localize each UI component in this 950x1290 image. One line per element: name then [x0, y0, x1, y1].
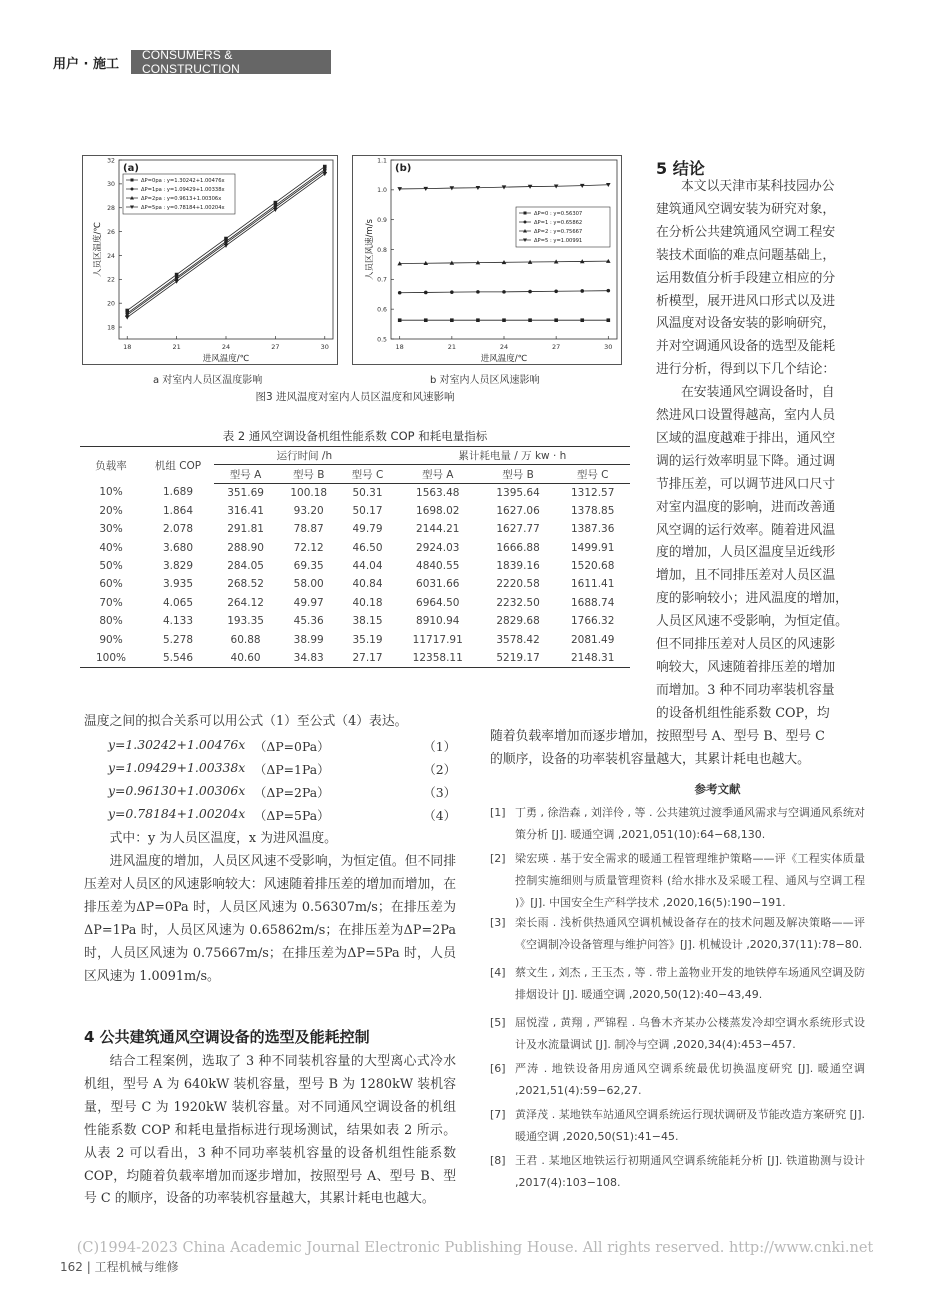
- table-cell: 4.065: [162, 596, 194, 609]
- table-cell: 2148.31: [555, 649, 630, 667]
- table-cell: 1688.74: [570, 596, 615, 609]
- reference-text: 王君 . 某地区地铁运行初期通风空调系统能耗分析 [J]. 铁道勘测与设计 ,2017(4):103−108.: [515, 1154, 865, 1189]
- table-cell: 78.87: [293, 523, 324, 536]
- panel-tag: (a): [123, 163, 139, 174]
- equation-formula: y=0.96130+1.00306x: [108, 783, 246, 798]
- text-line: 风温度对设备安装的影响研究，: [656, 316, 836, 332]
- legend-entry: ΔP=0 : y=0.56307: [534, 211, 583, 217]
- y-axis-label: 人员区温度/℃: [93, 222, 103, 277]
- table-cell: 1395.64: [496, 486, 540, 499]
- equation-number: （4）: [423, 808, 456, 823]
- x-tick-label: 21: [447, 343, 456, 351]
- data-point: [607, 318, 611, 322]
- legend-entry: ΔP=2pa : y=0.9613+1.00306x: [141, 196, 222, 202]
- chart-panel-a: [82, 155, 338, 365]
- section-5-heading: 5 结论: [656, 159, 705, 178]
- table-cell: 5219.17: [481, 649, 556, 667]
- wind-speed-paragraph: 进风温度的增加，人员区风速不受影响，为恒定值。但不同排压差对人员区的风速影响较大：风速随着排压差的增加而增加，在排压差为ΔP=0Pa 时，人员区风速为 0.56307m/s；在排压差为ΔP=1Pa 时，人员区风速为 0.65862m/s；在排压差为ΔP=2Pa 时，人员区风速为 0.75667m/s；在排压差为ΔP=5Pa 时，人员区风速为 1.0091m/s。: [84, 854, 456, 984]
- x-tick-label: 27: [552, 343, 561, 351]
- data-point: [450, 290, 454, 294]
- table-cell: 1563.48: [416, 486, 460, 499]
- col-model: 型号 B: [277, 465, 340, 483]
- text-line: 但不同排压差对人员区的风速影: [656, 637, 836, 652]
- chart-panel-b: [352, 155, 622, 365]
- data-point: [554, 289, 558, 293]
- text-line: 的设备机组性能系数 COP，均: [656, 705, 830, 721]
- section-5-continued-1: 随着负载率增加而逐步增加，按照型号 A、型号 B、型号 C: [490, 729, 825, 744]
- equation-formula: y=1.09429+1.00338x: [108, 760, 246, 775]
- text-line: 运用数值分析手段建立相应的分: [656, 270, 836, 286]
- data-point: [524, 221, 527, 224]
- equation-number: （2）: [423, 762, 456, 777]
- table-cell: 6964.50: [416, 596, 460, 609]
- x-tick-label: 27: [271, 343, 280, 351]
- x-axis-label: 进风温度/℃: [202, 354, 250, 364]
- text-line: 装技术面临的难点问题基础上，: [656, 247, 836, 263]
- y-tick-label: 20: [107, 300, 115, 308]
- text-line: 并对空调通风设备的选型及能耗: [656, 339, 836, 355]
- table-row: [80, 575, 630, 593]
- text-line: 区域的温度越难于排出，通风空: [656, 430, 836, 446]
- legend-entry: ΔP=0pa : y=1.30242+1.00476x: [141, 178, 225, 184]
- x-tick-label: 30: [320, 343, 329, 351]
- table-cell: 3.935: [162, 578, 194, 591]
- data-point: [398, 318, 402, 322]
- col-energy: 累计耗电量 / 万 kw · h: [395, 447, 630, 465]
- table-cell: 316.41: [227, 504, 264, 517]
- y-axis-label: 人员区风速/m/s: [365, 219, 375, 280]
- table-cell: 288.90: [227, 541, 264, 554]
- table-row: [80, 502, 630, 520]
- table-cell: 5.278: [162, 633, 194, 646]
- data-point: [322, 172, 327, 176]
- table-body: [80, 483, 630, 667]
- table-cell: 1.864: [162, 504, 194, 517]
- data-point: [524, 212, 527, 215]
- table-row: [80, 557, 630, 575]
- table-cell: 2232.50: [496, 596, 540, 609]
- y-tick-label: 0.8: [377, 246, 387, 254]
- text-line: 度的增加，人员区温度呈近线形: [656, 545, 836, 561]
- table-cell: 1499.91: [570, 541, 615, 554]
- data-point: [476, 290, 480, 294]
- figure-subcaption-b: b 对室内人员区风速影响: [430, 375, 540, 386]
- table-cell: 70%: [99, 596, 123, 609]
- data-point: [125, 315, 130, 319]
- x-tick-label: 21: [172, 343, 181, 351]
- x-tick-label: 18: [395, 343, 404, 351]
- reference-number: [2]: [490, 852, 506, 865]
- section-banner: CONSUMERS & CONSTRUCTION: [131, 50, 331, 74]
- table-cell: 58.00: [293, 578, 324, 591]
- equation-formula: y=0.78184+1.00204x: [108, 806, 246, 821]
- equation-where: 式中：y 为人员区温度，x 为进风温度。: [109, 831, 337, 846]
- table-cell: 1627.06: [496, 504, 540, 517]
- text-line: 度的影响较小；进风温度的增加，: [656, 591, 848, 607]
- text-line: 而增加。3 种不同功率装机容量: [656, 682, 835, 698]
- table-cell: 40%: [99, 541, 123, 554]
- table-cell: 20%: [99, 504, 123, 517]
- table-cell: 100%: [80, 649, 142, 667]
- y-tick-label: 28: [107, 205, 115, 213]
- table-cell: 50.17: [352, 504, 383, 517]
- table-cell: 90%: [99, 633, 123, 646]
- table-cell: 100.18: [290, 486, 328, 499]
- legend-entry: ΔP=5pa : y=0.78184+1.00204x: [141, 205, 225, 211]
- table-cell: 49.79: [352, 523, 383, 536]
- equation-4: [108, 806, 456, 827]
- table-cell: 40.60: [214, 649, 277, 667]
- table-cell: 1312.57: [570, 486, 615, 499]
- data-point: [424, 291, 428, 295]
- table-cell: 49.97: [293, 596, 324, 609]
- text-line: 进行分析，得到以下几个结论：: [656, 362, 836, 378]
- x-tick-label: 24: [221, 343, 231, 351]
- table-row: [80, 594, 630, 612]
- table-cell: 264.12: [227, 596, 264, 609]
- legend-entry: ΔP=2 : y=0.75667: [534, 229, 583, 235]
- table-cell: 40.84: [352, 578, 383, 591]
- table-cell: 2.078: [162, 523, 194, 536]
- table-cell: 1698.02: [416, 504, 460, 517]
- table-cell: 8910.94: [416, 615, 460, 628]
- table-cell: 35.19: [352, 633, 383, 646]
- data-point: [450, 318, 454, 322]
- table-cell: 10%: [99, 486, 123, 499]
- equation-number: （3）: [423, 785, 456, 800]
- reference-text: 丁勇 , 徐浩森 , 刘洋伶 , 等 . 公共建筑过渡季通风需求与空调通风系统对策分析 [J]. 暖通空调 ,2021,051(10):64−68,130.: [515, 806, 865, 841]
- table-row: [80, 483, 630, 501]
- equation-3: [108, 783, 456, 804]
- reference-number: [6]: [490, 1062, 506, 1075]
- table-cell: 69.35: [293, 560, 324, 573]
- y-tick-label: 0.9: [377, 216, 387, 224]
- table-row: [80, 538, 630, 556]
- text-line: 响较大，风速随着排压差的增加: [656, 659, 836, 675]
- col-cop: 机组 COP: [142, 447, 214, 484]
- references-heading: 参考文献: [694, 782, 741, 796]
- equation-condition: （ΔP=2Pa）: [254, 785, 330, 800]
- table-cell: 1378.85: [570, 504, 615, 517]
- data-point: [502, 290, 506, 294]
- text-line: 对室内温度的影响，进而改善通: [656, 499, 836, 515]
- y-tick-label: 24: [107, 252, 115, 260]
- table-cell: 11717.91: [412, 633, 463, 646]
- col-model: 型号 A: [395, 465, 481, 483]
- table-cell: 3.680: [162, 541, 194, 554]
- table-cell: 3578.42: [496, 633, 540, 646]
- table-cell: 2081.49: [570, 633, 615, 646]
- y-tick-label: 0.6: [377, 306, 387, 314]
- section-label: 用户 · 施工: [53, 56, 119, 72]
- table-cell: 45.36: [293, 615, 324, 628]
- data-point: [528, 290, 532, 294]
- table-cell: 50%: [99, 560, 123, 573]
- reference-text: 黄泽茂 . 某地铁车站通风空调系统运行现状调研及节能改造方案研究 [J]. 暖通空调 ,2020,50(S1):41−45.: [515, 1108, 865, 1143]
- table-cell: 1766.32: [570, 615, 615, 628]
- y-tick-label: 0.7: [377, 276, 387, 284]
- table-cell: 291.81: [227, 523, 264, 536]
- page-footer: 162 | 工程机械与维修: [60, 1260, 179, 1274]
- table-cell: 93.20: [293, 504, 324, 517]
- table-cell: 1387.36: [570, 523, 615, 536]
- table-cell: 4.133: [162, 615, 194, 628]
- table-row: [80, 630, 630, 648]
- x-tick-label: 18: [123, 343, 132, 351]
- reference-number: [5]: [490, 1016, 506, 1029]
- y-tick-label: 32: [107, 157, 115, 165]
- data-point: [174, 280, 179, 284]
- table-cell: 1839.16: [496, 560, 540, 573]
- legend-entry: ΔP=1 : y=0.65862: [534, 220, 583, 226]
- table-cell: 50.31: [352, 486, 383, 499]
- col-model: 型号 C: [340, 465, 394, 483]
- data-point: [273, 208, 278, 212]
- table-cell: 2924.03: [416, 541, 460, 554]
- table-cell: 193.35: [227, 615, 264, 628]
- y-tick-label: 22: [107, 276, 115, 284]
- table-cell: 60%: [99, 578, 123, 591]
- reference-number: [3]: [490, 916, 506, 929]
- cop-table: [80, 446, 630, 668]
- table-cell: 6031.66: [416, 578, 460, 591]
- legend-entry: ΔP=5 : y=1.00991: [534, 238, 583, 244]
- table-cell: 80%: [99, 615, 123, 628]
- y-tick-label: 30: [107, 181, 115, 189]
- table-cell: 1627.77: [496, 523, 540, 536]
- table-cell: 5.546: [142, 649, 214, 667]
- figure-caption: 图3 进风温度对室内人员区温度和风速影响: [255, 391, 455, 403]
- table-cell: 40.18: [352, 596, 383, 609]
- table-row: [80, 520, 630, 538]
- figure-subcaption-a: a 对室内人员区温度影响: [153, 375, 263, 386]
- data-point: [502, 318, 506, 322]
- text-line: 在安装通风空调设备时，自: [681, 385, 835, 401]
- reference-number: [1]: [490, 806, 506, 819]
- table-cell: 1520.68: [570, 560, 615, 573]
- table-cell: 2829.68: [496, 615, 540, 628]
- table-cell: 1.689: [162, 486, 194, 499]
- table-cell: 1666.88: [496, 541, 540, 554]
- text-line: 人员区风速不受影响，为恒定值。: [656, 614, 848, 630]
- text-line: 本文以天津市某科技园办公: [681, 179, 835, 194]
- table-cell: 34.83: [277, 649, 340, 667]
- text-line: 在分析公共建筑通风空调工程安: [656, 224, 836, 240]
- table-cell: 4840.55: [416, 560, 460, 573]
- reference-text: 蔡文生 , 刘杰 , 王玉杰 , 等 . 带上盖物业开发的地铁停车场通风空调及防排烟设计 [J]. 暖通空调 ,2020,50(12):40−43,49.: [515, 966, 865, 1001]
- data-point: [398, 291, 402, 295]
- x-tick-label: 30: [604, 343, 613, 351]
- text-line: 增加，且不同排压差对人员区温: [656, 568, 836, 584]
- reference-text: 栾长雨 . 浅析供热通风空调机械设备存在的技术问题及解决策略——评《空调制冷设备管理与维护问答》[J]. 机械设计 ,2020,37(11):78−80.: [515, 916, 865, 951]
- equations-intro: 温度之间的拟合关系可以用公式（1）至公式（4）表达。: [84, 714, 408, 729]
- equation-condition: （ΔP=5Pa）: [254, 808, 330, 823]
- data-point: [476, 318, 480, 322]
- section-4-heading: 4 公共建筑通风空调设备的选型及能耗控制: [84, 1028, 370, 1046]
- data-point: [424, 318, 428, 322]
- x-axis-label: 进风温度/℃: [480, 354, 528, 364]
- data-point: [224, 244, 229, 248]
- section-5-continued-2: 的顺序，设备的功率装机容量越大，其累计耗电也越大。: [490, 752, 810, 767]
- data-point: [554, 318, 558, 322]
- equation-1: [108, 737, 456, 758]
- reference-text: 严涛 . 地铁设备用房通风空调系统最优切换温度研究 [J]. 暖通空调 ,2021,51(4):59−62,27.: [515, 1062, 865, 1097]
- col-runtime: 运行时间 /h: [214, 447, 395, 465]
- equation-condition: （ΔP=0Pa）: [254, 739, 330, 754]
- table-row: [80, 649, 630, 667]
- table-title: 表 2 通风空调设备机组性能系数 COP 和耗电量指标: [222, 429, 488, 443]
- equation-2: [108, 760, 456, 781]
- table-cell: 60.88: [230, 633, 261, 646]
- data-point: [131, 188, 134, 191]
- reference-number: [8]: [490, 1154, 506, 1167]
- col-model: 型号 A: [214, 465, 277, 483]
- equation-formula: y=1.30242+1.00476x: [108, 737, 246, 752]
- data-point: [607, 289, 611, 293]
- table-cell: 2144.21: [416, 523, 460, 536]
- text-line: 建筑通风空调安装为研究对象，: [656, 201, 836, 217]
- col-load: 负载率: [80, 447, 142, 484]
- table-cell: 268.52: [227, 578, 264, 591]
- text-line: 风空调的运行效率。随着进风温: [656, 522, 836, 538]
- chart-a-svg: [83, 156, 339, 366]
- data-point: [580, 289, 584, 293]
- equation-condition: （ΔP=1Pa）: [254, 762, 330, 777]
- table-cell: 30%: [99, 523, 123, 536]
- table-cell: 44.04: [352, 560, 383, 573]
- reference-number: [7]: [490, 1108, 506, 1121]
- table-cell: 284.05: [227, 560, 264, 573]
- data-point: [131, 179, 134, 182]
- table-cell: 3.829: [162, 560, 194, 573]
- table-cell: 351.69: [227, 486, 264, 499]
- text-line: 调的运行效率明显下降。通过调: [656, 453, 836, 469]
- copyright-watermark: (C)1994-2023 China Academic Journal Electronic Publishing House. All rights reserved. http://www.cnki.net: [76, 1240, 874, 1256]
- equation-number: （1）: [423, 739, 456, 754]
- table-cell: 27.17: [340, 649, 394, 667]
- panel-tag: (b): [395, 163, 412, 174]
- reference-number: [4]: [490, 966, 506, 979]
- y-tick-label: 18: [107, 324, 115, 332]
- data-point: [528, 318, 532, 322]
- table-cell: 72.12: [293, 541, 324, 554]
- data-point: [580, 318, 584, 322]
- col-model: 型号 C: [555, 465, 630, 483]
- table-cell: 38.99: [293, 633, 324, 646]
- text-line: 然进风口设置得越高，室内人员: [656, 408, 836, 423]
- chart-b-svg: [353, 156, 623, 366]
- section-4-paragraph: 结合工程案例，选取了 3 种不同装机容量的大型离心式冷水机组，型号 A 为 640kW 装机容量，型号 B 为 1280kW 装机容量，型号 C 为 1920kW 装机容量。对不同通风空调设备的机组性能系数 COP 和耗电量指标进行现场测试，结果如表 2 所示。从表 2 可以看出，3 种不同功率装机容量的设备机组性能系数 COP，均随着负载率增加而逐步增加，按照型号 A、型号 B、型号 C 的顺序，设备的功率装机容量越大，其累计耗电也越大。: [84, 1054, 456, 1207]
- table-cell: 2220.58: [496, 578, 540, 591]
- x-tick-label: 24: [499, 343, 509, 351]
- y-tick-label: 1.1: [377, 157, 387, 165]
- reference-text: 屈悦滢 , 黄翔 , 严锦程 . 乌鲁木齐某办公楼蒸发冷却空调水系统形式设计及水流量调试 [J]. 制冷与空调 ,2020,34(4):453−457.: [515, 1016, 865, 1051]
- y-tick-label: 26: [107, 228, 115, 236]
- reference-text: 梁宏瑛 . 基于安全需求的暖通工程管理维护策略——评《工程实体质量控制实施细则与质量管理资料 (给水排水及采暖工程、通风与空调工程 )》[J]. 中国安全生产科学技术 ,2020,16(5):190−191.: [515, 852, 865, 909]
- table-cell: 12358.11: [395, 649, 481, 667]
- text-line: 节排压差，可以调节进风口尺寸: [656, 476, 836, 492]
- legend-entry: ΔP=1pa : y=1.09429+1.00338x: [141, 187, 225, 193]
- col-model: 型号 B: [481, 465, 556, 483]
- text-line: 析模型，展开进风口形式以及进: [656, 293, 836, 309]
- table-cell: 38.15: [352, 615, 383, 628]
- table-cell: 1611.41: [570, 578, 615, 591]
- y-tick-label: 0.5: [377, 336, 387, 344]
- y-tick-label: 1.0: [377, 187, 387, 195]
- table-row: [80, 612, 630, 630]
- table-cell: 46.50: [352, 541, 383, 554]
